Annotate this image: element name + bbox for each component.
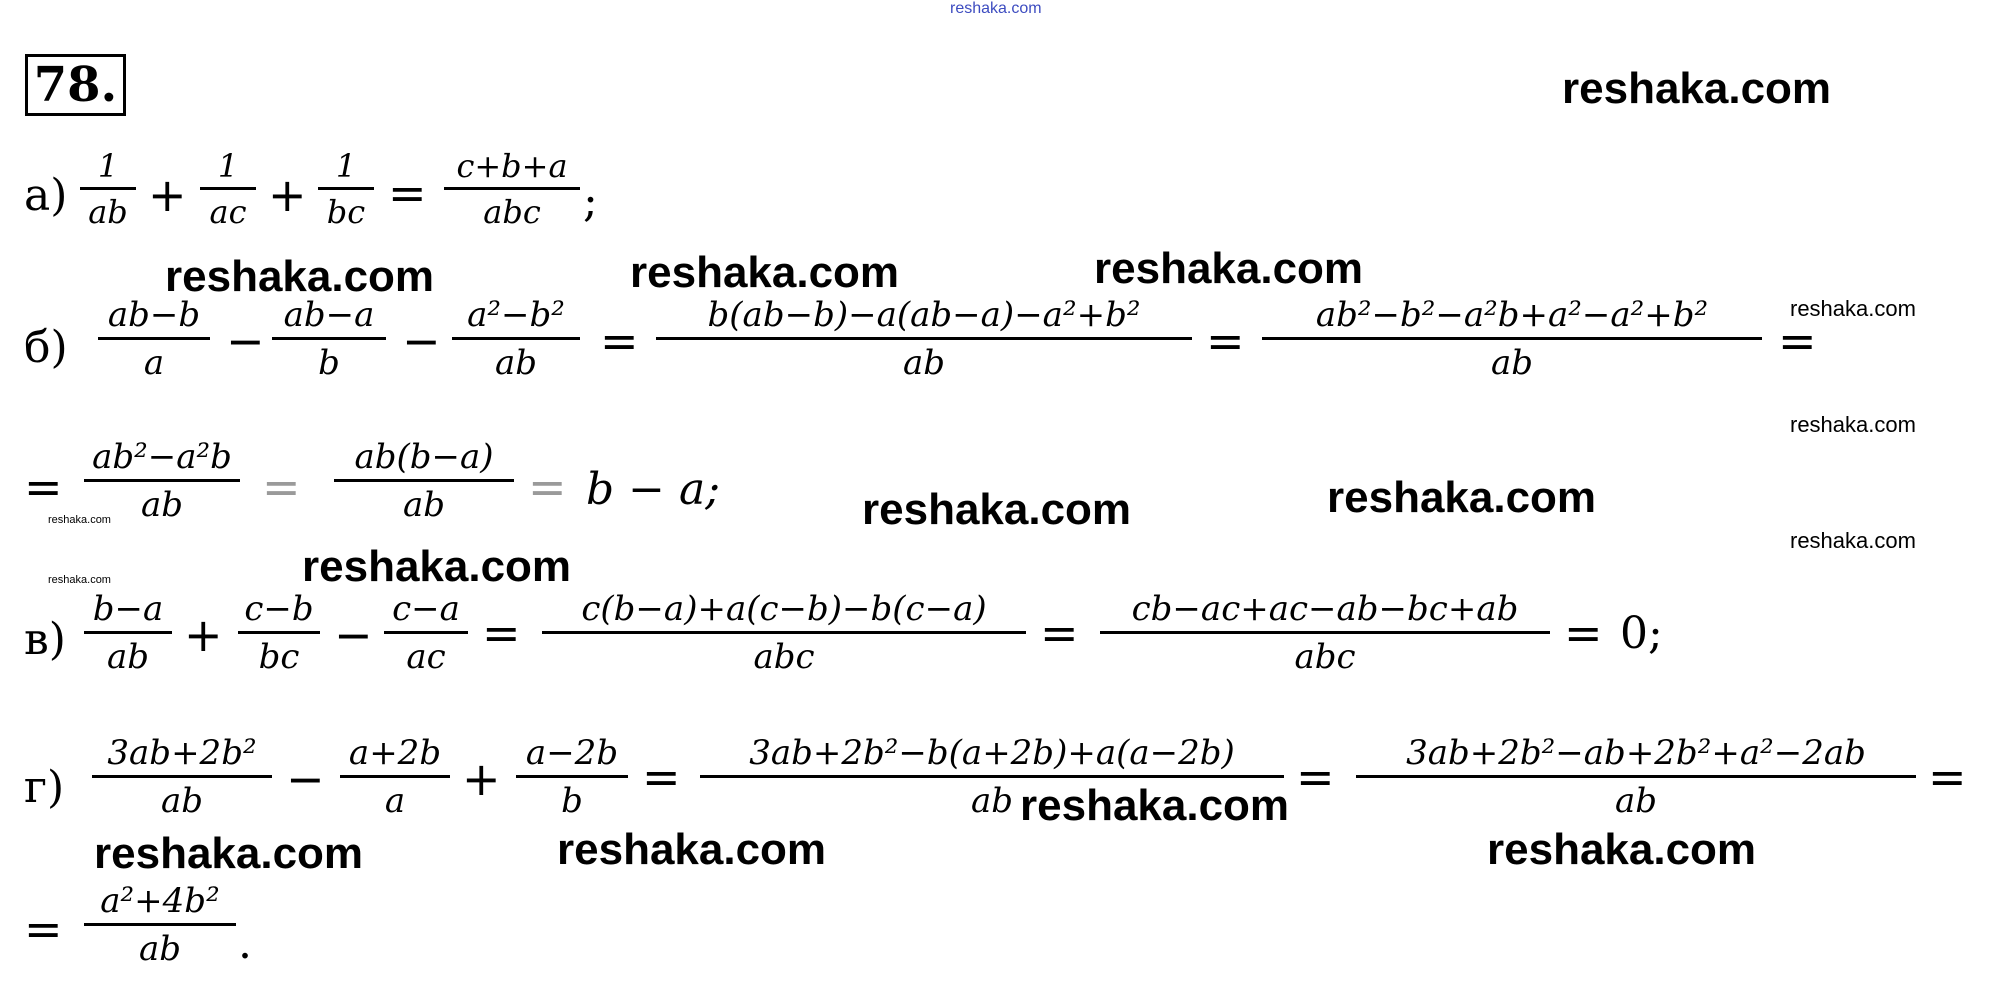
numerator: 3ab+2b²−b(a+2b)+a(a−2b) bbox=[749, 733, 1235, 773]
numerator: b(ab−b)−a(ab−a)−a²+b² bbox=[707, 295, 1141, 335]
denominator: b bbox=[318, 343, 340, 383]
part-b-label: б) bbox=[24, 322, 68, 373]
numerator: c+b+a bbox=[456, 147, 568, 185]
equals-sign: = bbox=[24, 902, 63, 956]
part-v-step-2 bbox=[1100, 589, 1550, 677]
minus-sign: − bbox=[402, 314, 441, 368]
numerator: 3ab+2b²−ab+2b²+a²−2ab bbox=[1406, 733, 1866, 773]
numerator: ab²−a²b bbox=[92, 437, 232, 477]
numerator: cb−ac+ac−ab−bc+ab bbox=[1131, 589, 1519, 629]
denominator: ab bbox=[140, 485, 184, 525]
numerator: ab−b bbox=[107, 295, 201, 335]
period: . bbox=[238, 918, 252, 969]
part-g-fraction-2 bbox=[340, 733, 450, 821]
watermark: reshaka.com bbox=[1327, 473, 1597, 522]
watermark-small: reshaka.com bbox=[1790, 528, 1916, 553]
watermark-small: reshaka.com bbox=[1790, 412, 1916, 437]
equals-sign: = bbox=[24, 460, 63, 514]
numerator: 1 bbox=[217, 147, 239, 185]
part-b-result: b − a; bbox=[586, 464, 721, 515]
denominator: ab bbox=[88, 193, 128, 231]
watermark: reshaka.com bbox=[862, 485, 1132, 534]
plus-sign: + bbox=[148, 168, 187, 222]
semicolon: ; bbox=[583, 176, 598, 227]
watermark: reshaka.com bbox=[1487, 825, 1757, 874]
equals-sign: = bbox=[388, 166, 427, 220]
part-b-step-3 bbox=[84, 437, 240, 525]
part-a-fraction-1 bbox=[80, 147, 136, 231]
equals-sign: = bbox=[600, 314, 639, 368]
part-a-label: а) bbox=[24, 170, 68, 221]
part-v-fraction-3 bbox=[384, 589, 468, 677]
denominator: bc bbox=[258, 637, 300, 677]
part-a-result bbox=[444, 147, 580, 231]
denominator: ab bbox=[902, 343, 946, 383]
equals-sign: = bbox=[1564, 606, 1603, 660]
denominator: ab bbox=[402, 485, 446, 525]
numerator: c−b bbox=[244, 589, 314, 629]
watermark-tiny: reshaka.com bbox=[48, 574, 111, 586]
watermark: reshaka.com bbox=[1562, 64, 1832, 113]
denominator: ac bbox=[406, 637, 446, 677]
denominator: abc bbox=[753, 637, 815, 677]
numerator: a+2b bbox=[348, 733, 442, 773]
numerator: a−2b bbox=[525, 733, 619, 773]
equals-sign: = bbox=[1296, 750, 1335, 804]
denominator: ab bbox=[160, 781, 204, 821]
part-b-step-1 bbox=[656, 295, 1192, 383]
part-b-fraction-2 bbox=[272, 295, 386, 383]
denominator: a bbox=[143, 343, 165, 383]
part-g-result bbox=[84, 881, 236, 969]
denominator: abc bbox=[1294, 637, 1356, 677]
denominator: ab bbox=[138, 929, 182, 969]
part-b-step-2 bbox=[1262, 295, 1762, 383]
part-v-fraction-2 bbox=[238, 589, 320, 677]
watermark: reshaka.com bbox=[557, 825, 827, 874]
watermark: reshaka.com bbox=[302, 542, 572, 591]
watermark: reshaka.com bbox=[94, 829, 364, 878]
numerator: 3ab+2b² bbox=[107, 733, 257, 773]
denominator: ac bbox=[209, 193, 247, 231]
part-b-fraction-3 bbox=[452, 295, 580, 383]
denominator: a bbox=[384, 781, 406, 821]
denominator: bc bbox=[326, 193, 366, 231]
numerator: ab²−b²−a²b+a²−a²+b² bbox=[1315, 295, 1709, 335]
numerator: b−a bbox=[92, 589, 164, 629]
part-v-label: в) bbox=[24, 614, 66, 665]
denominator: abc bbox=[483, 193, 541, 231]
watermark: reshaka.com bbox=[630, 248, 900, 297]
watermark: reshaka.com bbox=[1020, 781, 1290, 830]
part-b-step-4 bbox=[334, 437, 514, 525]
minus-sign: − bbox=[334, 608, 373, 662]
equals-sign: = bbox=[642, 750, 681, 804]
part-g-label: г) bbox=[24, 762, 65, 813]
numerator: ab(b−a) bbox=[354, 437, 494, 477]
equals-sign: = bbox=[1928, 750, 1967, 804]
watermark-tiny: reshaka.com bbox=[48, 514, 111, 526]
minus-sign: − bbox=[286, 752, 325, 806]
part-v-step-1 bbox=[542, 589, 1026, 677]
part-a-fraction-2 bbox=[200, 147, 256, 231]
numerator: 1 bbox=[97, 147, 119, 185]
denominator: ab bbox=[106, 637, 150, 677]
part-g-step-2 bbox=[1356, 733, 1916, 821]
numerator: a²+4b² bbox=[100, 881, 220, 921]
denominator: b bbox=[561, 781, 583, 821]
equals-sign: = bbox=[1778, 314, 1817, 368]
part-v-fraction-1 bbox=[84, 589, 172, 677]
watermark: reshaka.com bbox=[1094, 244, 1364, 293]
numerator: ab−a bbox=[283, 295, 375, 335]
denominator: ab bbox=[494, 343, 538, 383]
part-v-result: 0; bbox=[1620, 608, 1663, 659]
numerator: 1 bbox=[335, 147, 357, 185]
equals-sign: = bbox=[528, 460, 567, 514]
part-a-fraction-3 bbox=[318, 147, 374, 231]
part-g-fraction-3 bbox=[516, 733, 628, 821]
watermark: reshaka.com bbox=[165, 252, 435, 301]
numerator: a²−b² bbox=[467, 295, 565, 335]
numerator: c−a bbox=[392, 589, 460, 629]
part-g-step-1 bbox=[700, 733, 1284, 821]
minus-sign: − bbox=[226, 314, 265, 368]
part-b-fraction-1 bbox=[98, 295, 210, 383]
denominator: ab bbox=[970, 781, 1014, 821]
plus-sign: + bbox=[184, 608, 223, 662]
equals-sign: = bbox=[482, 606, 521, 660]
equals-sign: = bbox=[262, 460, 301, 514]
denominator: ab bbox=[1614, 781, 1658, 821]
numerator: c(b−a)+a(c−b)−b(c−a) bbox=[581, 589, 987, 629]
part-g-fraction-1 bbox=[92, 733, 272, 821]
equals-sign: = bbox=[1040, 606, 1079, 660]
plus-sign: + bbox=[268, 168, 307, 222]
watermark-top: reshaka.com bbox=[950, 0, 1042, 17]
denominator: ab bbox=[1490, 343, 1534, 383]
plus-sign: + bbox=[462, 752, 501, 806]
equals-sign: = bbox=[1206, 314, 1245, 368]
watermark-small: reshaka.com bbox=[1790, 296, 1916, 321]
problem-number: 78. bbox=[25, 54, 126, 116]
